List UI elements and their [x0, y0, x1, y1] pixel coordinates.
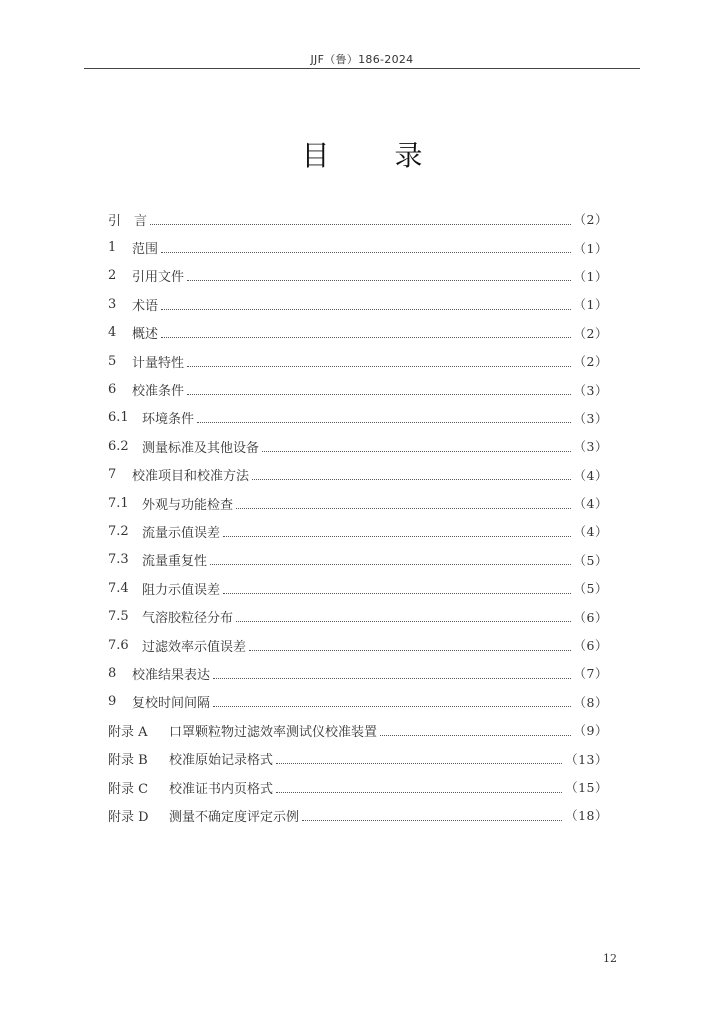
toc-page: （5）	[573, 581, 608, 597]
toc-page: （8）	[573, 694, 608, 710]
toc-page: （1）	[573, 268, 608, 284]
toc-title: 环境条件	[142, 412, 195, 428]
toc-title: 言	[134, 213, 148, 229]
toc-entry-2[interactable]	[108, 262, 608, 290]
toc-entry-7-1[interactable]	[108, 489, 608, 517]
toc-entry-8[interactable]	[108, 659, 608, 687]
toc-page: （7）	[573, 666, 608, 682]
dot-leader	[276, 792, 562, 793]
toc-page: （2）	[573, 325, 608, 341]
toc-number: 附录 B	[108, 753, 148, 769]
dot-leader	[262, 451, 571, 452]
header-rule	[84, 68, 640, 69]
toc-entry-7-6[interactable]	[108, 631, 608, 659]
toc-page: （1）	[573, 297, 608, 313]
toc-entry-9[interactable]	[108, 688, 608, 716]
toc-entry-intro[interactable]	[108, 205, 608, 233]
toc-number: 引	[108, 213, 122, 229]
toc-title: 测量标准及其他设备	[142, 440, 260, 456]
toc-entry-6-1[interactable]	[108, 404, 608, 432]
dot-leader	[302, 820, 562, 821]
toc-number: 附录 D	[108, 809, 149, 825]
toc-number: 附录 A	[108, 724, 148, 740]
toc-title: 校准条件	[132, 384, 185, 400]
toc-title: 校准原始记录格式	[169, 753, 274, 769]
dot-leader	[213, 706, 571, 707]
dot-leader	[236, 621, 571, 622]
toc-page: （3）	[573, 439, 608, 455]
toc-number: 6	[108, 382, 117, 398]
toc-page: （6）	[573, 609, 608, 625]
toc-entry-4[interactable]	[108, 319, 608, 347]
toc-number: 7.5	[108, 609, 129, 625]
dot-leader	[223, 536, 571, 537]
toc-title: 流量示值误差	[142, 525, 221, 541]
toc-title: 概述	[132, 327, 159, 343]
table-of-contents	[108, 205, 608, 830]
toc-entry-appendix-b[interactable]	[108, 744, 608, 772]
toc-number: 7.2	[108, 523, 129, 539]
toc-number: 7.1	[108, 495, 129, 511]
toc-entry-appendix-a[interactable]	[108, 716, 608, 744]
dot-leader	[210, 564, 571, 565]
toc-page: （5）	[573, 552, 608, 568]
dot-leader	[161, 252, 571, 253]
toc-title: 范围	[132, 242, 159, 258]
toc-page: （18）	[565, 808, 608, 824]
toc-entry-3[interactable]	[108, 290, 608, 318]
toc-number: 2	[108, 268, 117, 284]
toc-title: 复校时间间隔	[132, 696, 211, 712]
toc-page: （2）	[573, 354, 608, 370]
toc-title: 流量重复性	[142, 554, 208, 570]
toc-number: 6.2	[108, 438, 129, 454]
dot-leader	[187, 280, 571, 281]
toc-entry-6[interactable]	[108, 375, 608, 403]
toc-entry-7-2[interactable]	[108, 517, 608, 545]
toc-page: （6）	[573, 638, 608, 654]
dot-leader	[187, 394, 571, 395]
dot-leader	[150, 224, 571, 225]
toc-number: 6.1	[108, 410, 129, 426]
dot-leader	[223, 593, 571, 594]
toc-title: 测量不确定度评定示例	[169, 809, 300, 825]
toc-page: （4）	[573, 524, 608, 540]
toc-title: 引用文件	[132, 270, 185, 286]
dot-leader	[380, 735, 571, 736]
dot-leader	[249, 650, 571, 651]
toc-entry-7-3[interactable]	[108, 546, 608, 574]
toc-entry-1[interactable]	[108, 233, 608, 261]
toc-page: （3）	[573, 410, 608, 426]
toc-entry-7-5[interactable]	[108, 602, 608, 630]
toc-page: （15）	[565, 780, 608, 795]
toc-number: 5	[108, 353, 117, 369]
toc-title: 术语	[132, 298, 159, 314]
toc-number: 7.3	[108, 552, 129, 568]
toc-page: （9）	[573, 723, 608, 739]
toc-number: 7.4	[108, 580, 129, 596]
dot-leader	[187, 366, 571, 367]
toc-page: （1）	[573, 240, 608, 256]
toc-title: 校准证书内页格式	[169, 781, 274, 797]
running-header: JJF（鲁）186-2024	[310, 53, 414, 66]
page-number: 12	[603, 952, 617, 965]
toc-number: 8	[108, 665, 117, 681]
toc-page: （4）	[573, 467, 608, 483]
toc-title: 外观与功能检查	[142, 497, 234, 513]
toc-number: 7	[108, 467, 117, 483]
toc-title: 阻力示值误差	[142, 582, 221, 598]
dot-leader	[161, 309, 571, 310]
toc-number: 3	[108, 296, 117, 312]
toc-title: 校准结果表达	[132, 667, 211, 683]
toc-number: 7.6	[108, 637, 129, 653]
toc-entry-appendix-d[interactable]	[108, 801, 608, 829]
toc-title: 校准项目和校准方法	[132, 469, 250, 485]
toc-entry-7[interactable]	[108, 461, 608, 489]
toc-entry-5[interactable]	[108, 347, 608, 375]
toc-page: （13）	[565, 751, 608, 767]
dot-leader	[213, 678, 571, 679]
toc-page: （2）	[573, 212, 608, 228]
toc-title: 口罩颗粒物过滤效率测试仪校准装置	[169, 724, 378, 740]
toc-title: 计量特性	[132, 355, 185, 371]
toc-entry-appendix-c[interactable]	[108, 773, 608, 801]
dot-leader	[252, 479, 571, 480]
toc-entry-7-4[interactable]	[108, 574, 608, 602]
toc-number: 1	[108, 240, 117, 256]
toc-number: 9	[108, 694, 117, 710]
page-title: 目 录	[301, 139, 451, 172]
dot-leader	[276, 763, 562, 764]
dot-leader	[161, 337, 571, 338]
toc-page: （3）	[573, 382, 608, 398]
toc-number: 4	[108, 325, 117, 341]
toc-title: 气溶胶粒径分布	[142, 611, 234, 627]
dot-leader	[236, 508, 571, 509]
toc-title: 过滤效率示值误差	[142, 639, 247, 655]
toc-page: （4）	[573, 496, 608, 512]
toc-number: 附录 C	[108, 781, 149, 797]
dot-leader	[197, 422, 571, 423]
toc-entry-6-2[interactable]	[108, 432, 608, 460]
